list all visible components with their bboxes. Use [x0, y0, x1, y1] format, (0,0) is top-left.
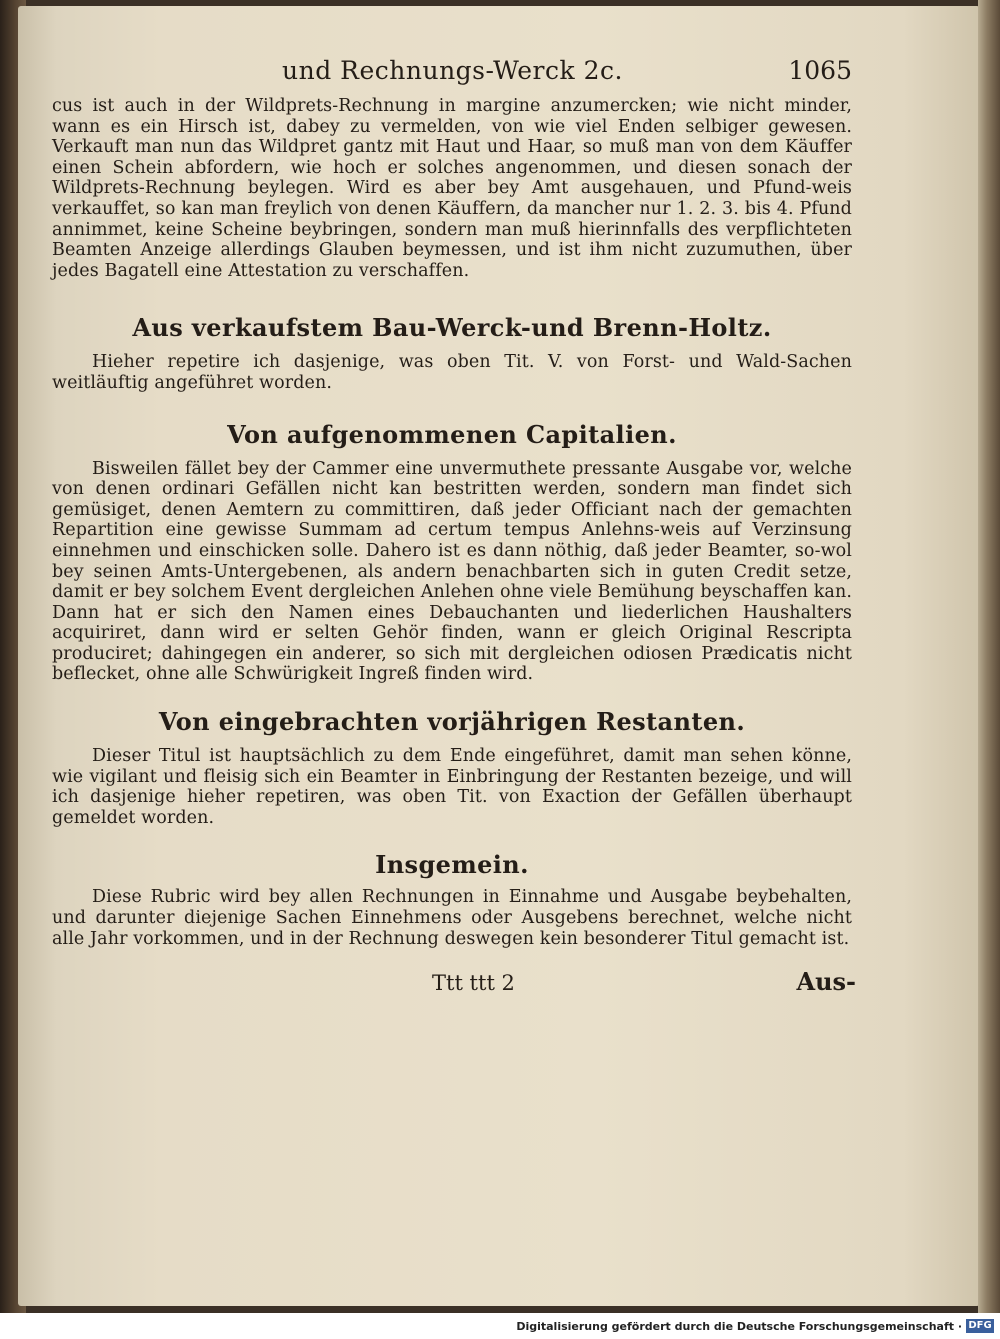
section-heading-capitalien: Von aufgenommenen Capitalien.: [227, 419, 677, 449]
page-fore-edge: [978, 0, 1000, 1313]
catchword: Aus-: [796, 967, 856, 997]
paragraph-wildpret: cus ist auch in der Wildprets-Rechnung in margine anzumercken; wie nicht minder, wann es ein Hirsch ist, dabey zu vermelden, von wie viel Enden selbiger gewesen. Verkauft man nun das Wildpret gantz mit Haut und Haar, so muß man von dem Käuffer einen Schein abfordern, wie hoch er solches angenommen, und diesen sonach der Wildprets-Rechnung beylegen. Wird es aber bey Amt ausgehauen, und Pfund-weis verkauffet, so kan man freylich von denen Käuffern, da mancher nur 1. 2. 3. bis 4. Pfund annimmet, keine Scheine beybringen, sondern man muß hierinnfalls des verpflichteten Beamten Anzeige allerdings Glauben beymessen, und ist ihm nicht zuzumuthen, über jedes Bagatell eine Attestation zu verschaffen.: [52, 96, 852, 281]
running-head-title: und Rechnungs-Werck 2c.: [282, 56, 623, 85]
running-head: [52, 56, 852, 96]
page-number: 1065: [788, 56, 852, 85]
paragraph-bau-holtz: Hieher repetire ich dasjenige, was oben Tit. V. von Forst- und Wald-Sachen weitläuftig angeführet worden.: [52, 352, 852, 393]
section-heading-bau-holtz: Aus verkaufstem Bau-Werck-und Brenn-Holtz.: [132, 313, 772, 343]
page-foot: [52, 963, 856, 1003]
section-heading-restanten: Von eingebrachten vorjährigen Restanten.: [158, 707, 746, 737]
page-content: [52, 56, 856, 1003]
paragraph-restanten: Dieser Titul ist hauptsächlich zu dem Ende eingeführet, damit man sehen könne, wie vigilant und fleisig sich ein Beamter in Einbringung der Restanten bezeige, und will ich dasjenige hieher repetiren, was oben Tit. von Exaction der Gefällen überhaupt gemeldet worden.: [52, 746, 852, 828]
section-heading-insgemein: Insgemein.: [375, 850, 529, 880]
paragraph-insgemein: Diese Rubric wird bey allen Rechnungen in Einnahme und Ausgabe beybehalten, und darunter diejenige Sachen Einnehmens oder Ausgebens berechnet, welche nicht alle Jahr vorkommen, und in der Rechnung deswegen kein besonderer Titul gemacht ist.: [52, 887, 852, 949]
dfg-logo-icon: DFG: [966, 1319, 994, 1333]
signature-mark: Ttt ttt 2: [432, 971, 515, 996]
digitization-banner: [0, 1313, 1000, 1339]
paragraph-capitalien: Bisweilen fället bey der Cammer eine unvermuthete pressante Ausgabe vor, welche von denen ordinari Gefällen nicht kan bestritten werden, sondern man findet sich gemüsiget, denen Aemtern zu committiren, daß jeder Officiant nach der gemachten Repartition eine gewisse Summam ad certum tempus Anlehns-weis auf Verzinsung einnehmen und einschicken solle. Dahero ist es dann nöthig, daß jeder Beamter, so-wol bey seinen Amts-Untergebenen, als andern benachbarten sich in guten Credit setze, damit er bey solchem Event dergleichen Anlehen ohne viele Bemühung beyschaffen kan. Dann hat er sich den Namen eines Debauchanten und liederlichen Haushalters acquiriret, dann wird er selten Gehör finden, wann er gleich Original Rescripta produciret; dahingegen ein anderer, so sich mit dergleichen odiosen Prædicatis nicht beflecket, ohne alle Schwürigkeit Ingreß finden wird.: [52, 458, 852, 685]
banner-text: Digitalisierung gefördert durch die Deutsche Forschungsgemeinschaft ·: [516, 1320, 962, 1333]
